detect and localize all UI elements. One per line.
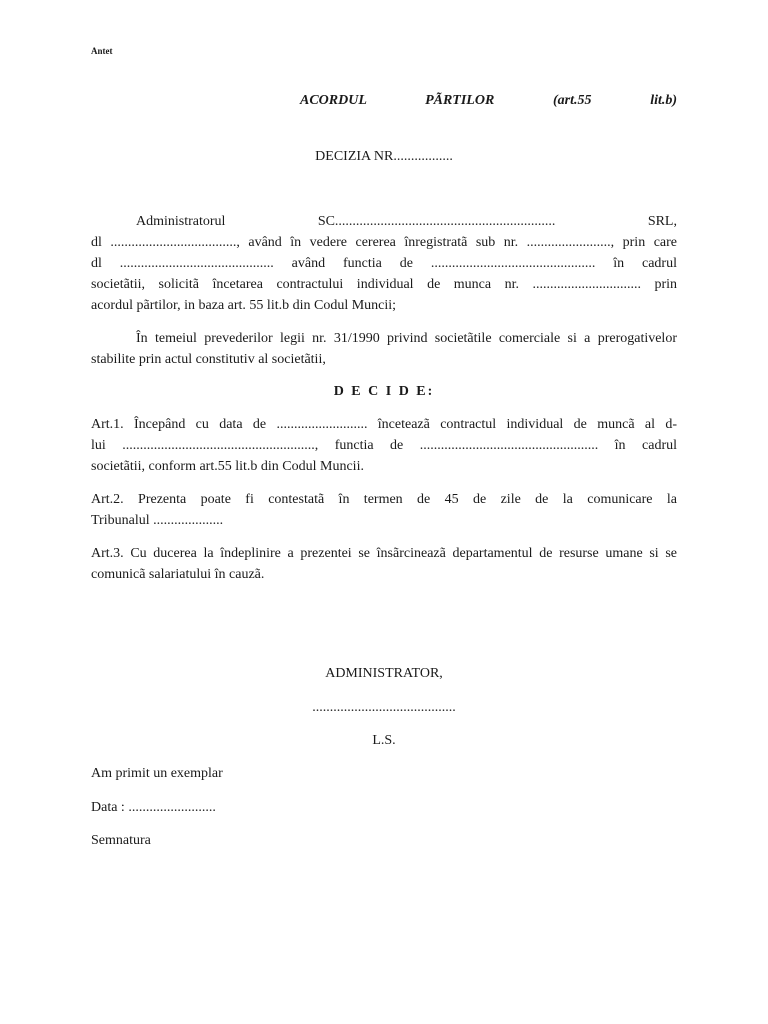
decide-heading: D E C I D E: xyxy=(333,384,435,399)
date-field: Data : ......................... xyxy=(91,800,216,815)
paragraph-line: stabilite prin actul constitutiv al societãtii, xyxy=(91,352,326,367)
paragraph-line: dl ...................................., având în vedere cererea înregistratã sub nr. ........................, prin care xyxy=(91,235,677,250)
paragraph-line xyxy=(91,211,677,232)
article-1 xyxy=(91,414,677,477)
decision-number: DECIZIA NR................. xyxy=(315,149,453,164)
received-copy-label: Am primit un exemplar xyxy=(91,766,223,781)
title-word: lit.b) xyxy=(650,93,678,108)
title-word: PÃRTILOR xyxy=(425,93,495,108)
signature-dots: ......................................... xyxy=(312,700,456,715)
paragraph-legal-basis xyxy=(91,328,677,370)
paragraph-line: dl ............................................ având functia de ............................................... în cadrul xyxy=(91,256,677,271)
text-fragment: Administratorul xyxy=(136,214,226,229)
antet-label: Antet xyxy=(91,46,113,56)
signature-label: Semnatura xyxy=(91,833,151,848)
document-title xyxy=(300,93,677,109)
paragraph-line: Art.2. Prezenta poate fi contestatã în termen de 45 de zile de la comunicare la xyxy=(91,492,677,507)
title-word: (art.55 xyxy=(553,93,592,108)
text-fragment: SC............................................................... xyxy=(317,214,556,229)
paragraph-line: Tribunalul .................... xyxy=(91,513,224,528)
paragraph-line: lui ......................................................., functia de ................................................... în cadrul xyxy=(91,438,677,453)
article-2 xyxy=(91,489,677,531)
paragraph-line: Art.3. Cu ducerea la îndeplinire a prezentei se însãrcineazã departamentul de resurse umane si se xyxy=(91,546,677,561)
paragraph-administrator xyxy=(91,211,677,316)
paragraph-line: În temeiul prevederilor legii nr. 31/1990 privind societãtile comerciale si a prerogativelor xyxy=(136,331,677,346)
text-fragment: SRL, xyxy=(647,214,677,229)
paragraph-line: societãtii, conform art.55 lit.b din Codul Muncii. xyxy=(91,459,364,474)
paragraph-line: Art.1. Începând cu data de .......................... înceteazã contractul individual de muncã al d- xyxy=(91,417,677,432)
paragraph-line: comunicã salariatului în cauzã. xyxy=(91,567,265,582)
paragraph-line: societãtii, solicitã încetarea contractului individual de munca nr. ............................... prin xyxy=(91,277,677,292)
paragraph-line: acordul pãrtilor, in baza art. 55 lit.b din Codul Muncii; xyxy=(91,298,397,313)
seal-label: L.S. xyxy=(372,733,396,748)
signature-role: ADMINISTRATOR, xyxy=(325,666,443,681)
title-word: ACORDUL xyxy=(300,93,367,108)
article-3 xyxy=(91,543,677,585)
